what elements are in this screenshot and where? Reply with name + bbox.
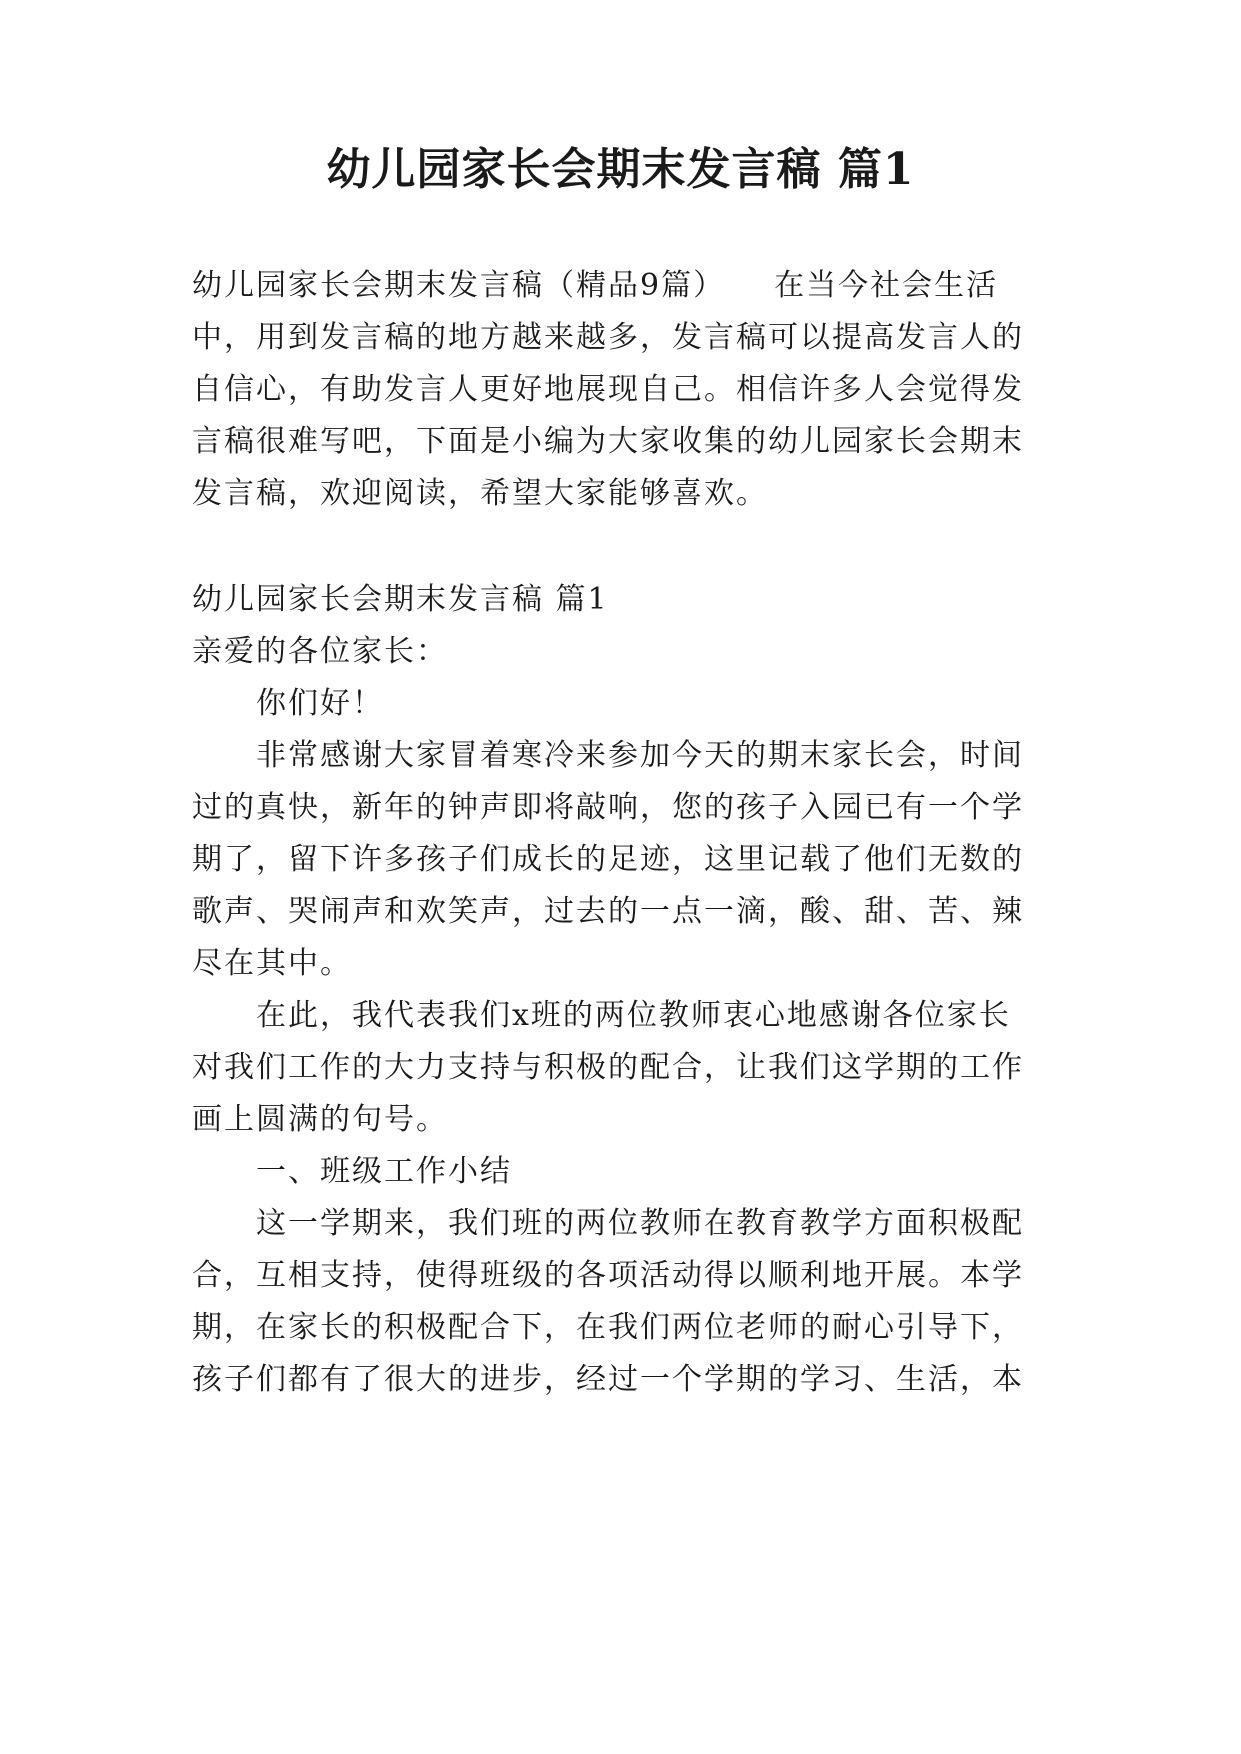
greeting: 你们好！ bbox=[256, 686, 384, 721]
paragraph-line: 孩子们都有了很大的进步，经过一个学期的学习、生活，本 bbox=[192, 1362, 1024, 1397]
paragraph-line: 画上圆满的句号。 bbox=[192, 1102, 448, 1137]
paragraph-line: 这一学期来，我们班的两位教师在教育教学方面积极配 bbox=[256, 1206, 1024, 1241]
paragraph-line: 期了，留下许多孩子们成长的足迹，这里记载了他们无数的 bbox=[192, 842, 1024, 877]
intro-line: 中，用到发言稿的地方越来越多，发言稿可以提高发言人的 bbox=[192, 320, 1024, 355]
paragraph-line: 过的真快，新年的钟声即将敲响，您的孩子入园已有一个学 bbox=[192, 790, 1024, 825]
paragraph-line: 对我们工作的大力支持与积极的配合，让我们这学期的工作 bbox=[192, 1050, 1024, 1085]
intro-line: 幼儿园家长会期末发言稿（精品9篇） 在当今社会生活 bbox=[192, 268, 999, 303]
intro-line: 言稿很难写吧，下面是小编为大家收集的幼儿园家长会期末 bbox=[192, 424, 1024, 459]
subheading: 一、班级工作小结 bbox=[256, 1154, 512, 1189]
section-heading: 幼儿园家长会期末发言稿 篇1 bbox=[192, 582, 609, 617]
paragraph-line: 歌声、哭闹声和欢笑声，过去的一点一滴，酸、甜、苦、辣 bbox=[192, 894, 1024, 929]
paragraph-line: 期，在家长的积极配合下，在我们两位老师的耐心引导下， bbox=[192, 1310, 1024, 1345]
intro-line: 发言稿，欢迎阅读，希望大家能够喜欢。 bbox=[192, 476, 768, 511]
paragraph-line: 尽在其中。 bbox=[192, 946, 352, 981]
page-title: 幼儿园家长会期末发言稿 篇1 bbox=[326, 144, 915, 195]
intro-line: 自信心，有助发言人更好地展现自己。相信许多人会觉得发 bbox=[192, 372, 1024, 407]
paragraph-line: 在此，我代表我们x班的两位教师衷心地感谢各位家长 bbox=[256, 998, 1011, 1033]
paragraph-line: 合，互相支持，使得班级的各项活动得以顺利地开展。本学 bbox=[192, 1258, 1024, 1293]
salutation: 亲爱的各位家长： bbox=[192, 634, 448, 669]
paragraph-line: 非常感谢大家冒着寒冷来参加今天的期末家长会，时间 bbox=[256, 738, 1024, 773]
